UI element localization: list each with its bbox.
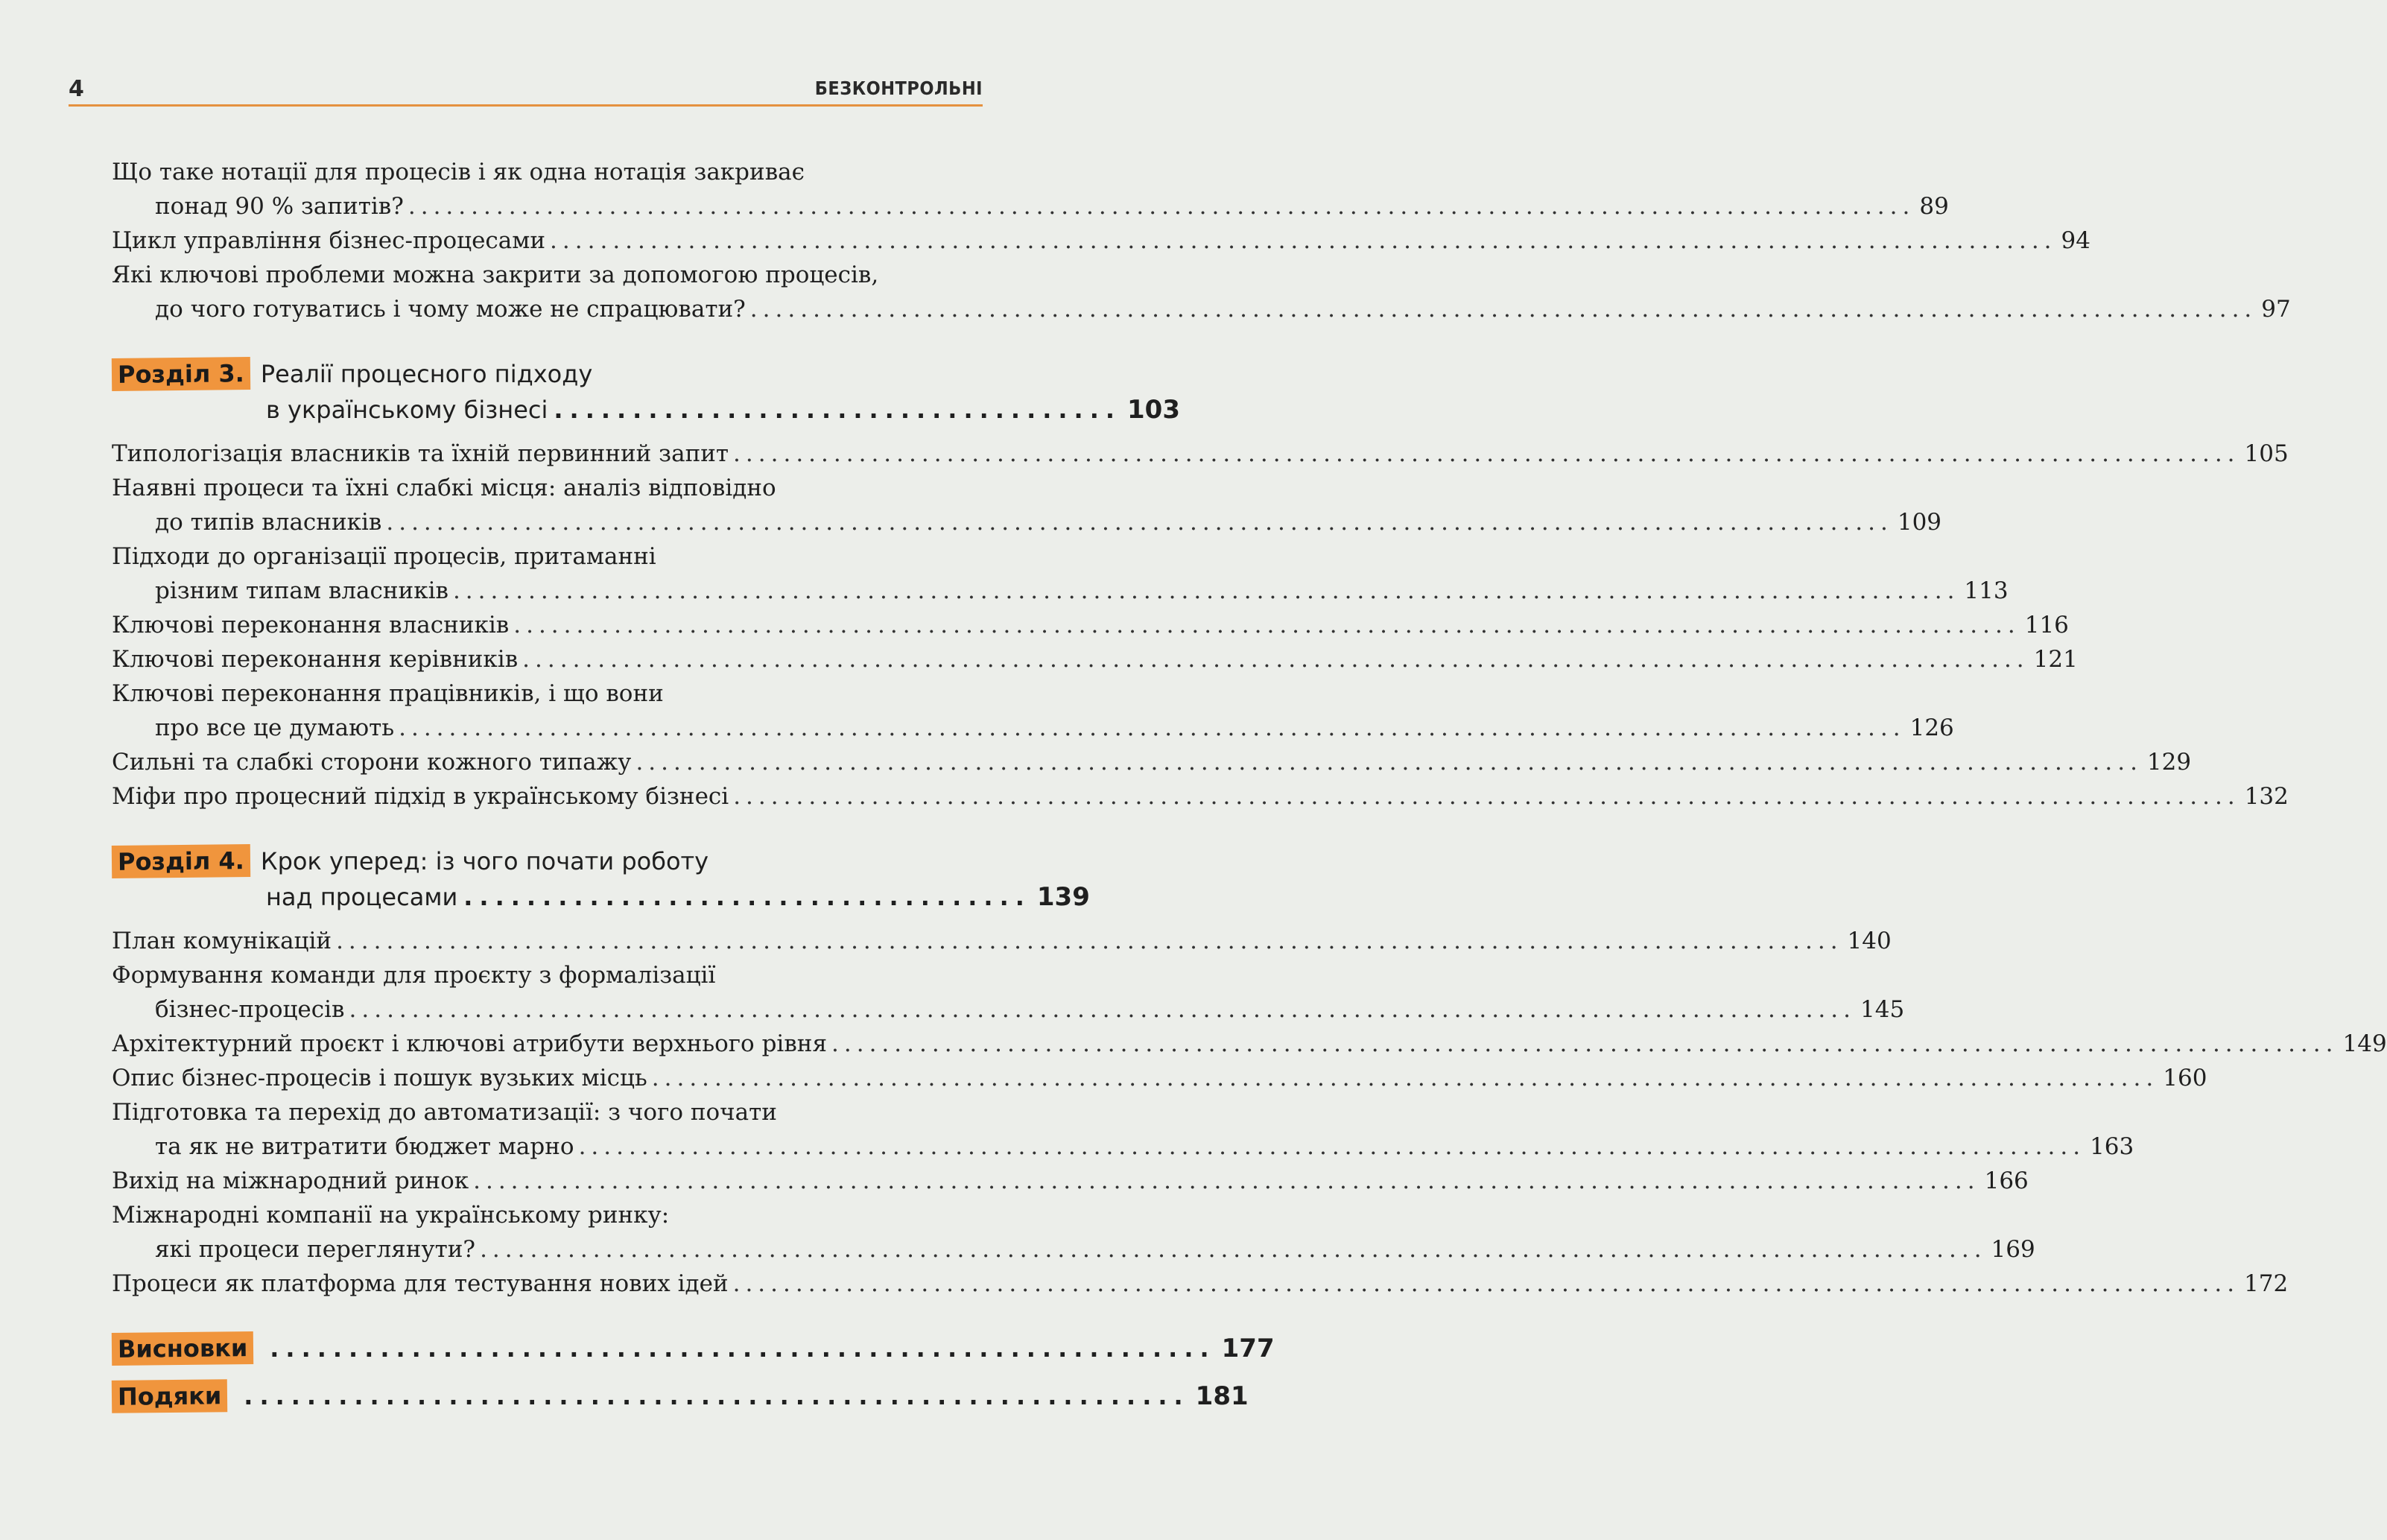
toc-entry-line (112, 1198, 983, 1232)
toc-entry-text: різним типам власників (155, 577, 448, 604)
toc-entry-line (112, 505, 1942, 539)
toc-entry-text: Вихід на міжнародний ринок (112, 1167, 469, 1194)
header-rule (69, 104, 983, 107)
toc-entry-text: Типологізація власників та їхній первинний запит (112, 440, 729, 467)
toc-entry-line (112, 1129, 2134, 1164)
toc-entry-line (112, 642, 2078, 676)
toc-entry-text: План комунікацій (112, 928, 332, 954)
toc-entry-text: Архітектурний проєкт і ключові атрибути верхнього рівня (112, 1030, 828, 1057)
toc-entry-page: 129 (2146, 749, 2192, 776)
toc-entry-text: до чого готуватись і чому може не спрацювати? (155, 296, 746, 323)
toc-entry-text: Міжнародні компанії на українському ринку: (112, 1202, 670, 1229)
toc-entry-line (112, 1027, 2387, 1061)
chapter-4-heading (112, 843, 1090, 915)
leader-dots: ........................................................................................................................ (399, 714, 1906, 741)
chapter-3-page: 103 (1127, 395, 1180, 425)
leader-dots: ........................................................................................................................ (349, 996, 1856, 1023)
toc-entry-page: 169 (1991, 1236, 2035, 1263)
toc-entry-text: Ключові переконання працівників, і що вони (112, 680, 664, 707)
leader-dots: .................................... (463, 883, 1031, 911)
toc-entry-page: 163 (2090, 1133, 2134, 1160)
page-header (69, 76, 983, 106)
toc-entry-line (112, 258, 983, 292)
toc-entry-page: 113 (1964, 577, 2009, 604)
leader-dots: ........................................................................................................................ (732, 1270, 2240, 1297)
toc-entry-page: 89 (1919, 193, 1949, 220)
toc-entry-page: 94 (2061, 227, 2090, 254)
toc-entry-text: Підготовка та перехід до автоматизації: з чого почати (112, 1099, 777, 1126)
toc-entry-line (112, 1267, 2289, 1301)
toc-entry-text: Ключові переконання керівників (112, 646, 519, 673)
toc-entry-line (112, 189, 1949, 224)
toc-entry-line (112, 539, 983, 574)
toc-entry-text: Цикл управління бізнес-процесами (112, 227, 546, 254)
toc-entry-line (112, 155, 983, 189)
toc-entry-text: Підходи до організації процесів, притаманні (112, 543, 656, 570)
toc-entry-page: 105 (2244, 440, 2289, 467)
toc-entry-text: Процеси як платформа для тестування нових ідей (112, 1270, 729, 1297)
toc-entry-text: Міфи про процесний підхід в українському бізнесі (112, 783, 729, 810)
toc-entry-page: 172 (2244, 1270, 2289, 1297)
toc-entry-line (112, 574, 2009, 608)
toc-entry-page: 126 (1909, 714, 1954, 741)
toc-entry-page: 97 (2261, 296, 2291, 323)
toc-entry-page: 140 (1847, 928, 1892, 954)
toc-entry-page: 166 (1984, 1167, 2029, 1194)
leader-dots: ........................................................................................................................ (386, 509, 1893, 536)
page-number: 4 (69, 76, 84, 102)
toc-entry-line (112, 711, 1954, 745)
table-of-contents (112, 155, 2387, 1414)
toc-entry-page: 160 (2163, 1065, 2207, 1091)
toc-section-chapter-4 (112, 924, 2387, 1301)
leader-dots: ............................................................ (270, 1334, 1216, 1363)
leader-dots: ........................................................................................................................ (522, 646, 2029, 673)
thanks-page: 181 (1195, 1381, 1249, 1411)
toc-entry-page: 121 (2033, 646, 2078, 673)
toc-entry-text: бізнес-процесів (155, 996, 345, 1023)
toc-entry-line (112, 1164, 2029, 1198)
conclusions-heading (112, 1331, 1275, 1366)
conclusions-page: 177 (1221, 1334, 1275, 1363)
toc-entry-text: які процеси переглянути? (155, 1236, 476, 1263)
leader-dots: ........................................................................................................................ (408, 193, 1915, 220)
toc-entry-line (112, 608, 2069, 642)
toc-entry-text: та як не витратити бюджет марно (155, 1133, 574, 1160)
toc-entry-text: про все це думають (155, 714, 395, 741)
chapter-4-tag: Розділ 4. (112, 844, 250, 878)
leader-dots: ........................................................................................................................ (749, 296, 2257, 323)
toc-entry-line (112, 471, 983, 505)
leader-dots: ........................................................................................................................ (578, 1133, 2086, 1160)
toc-entry-line (112, 779, 2289, 814)
leader-dots: ........................................................................................................................ (733, 783, 2240, 810)
toc-entry-text: Формування команди для проєкту з формалізації (112, 962, 716, 989)
toc-entry-text: Сильні та слабкі сторони кожного типажу (112, 749, 632, 776)
toc-entry-line (112, 745, 2192, 779)
toc-entry-text: до типів власників (155, 509, 382, 536)
toc-entry-line (112, 676, 983, 711)
toc-section-chapter-3 (112, 437, 2289, 814)
toc-entry-text: Які ключові проблеми можна закрити за допомогою процесів, (112, 262, 879, 288)
leader-dots: ........................................................................................................................ (651, 1065, 2159, 1091)
leader-dots: ............................................................ (244, 1382, 1190, 1410)
leader-dots: ........................................................................................................................ (635, 749, 2143, 776)
chapter-3-heading (112, 356, 1180, 428)
leader-dots: ........................................................................................................................ (550, 227, 2057, 254)
toc-entry-page: 116 (2024, 612, 2069, 639)
toc-entry-line (112, 1061, 2207, 1095)
toc-entry-text: Ключові переконання власників (112, 612, 510, 639)
chapter-3-tag: Розділ 3. (112, 357, 250, 391)
leader-dots: ........................................................................................................................ (513, 612, 2020, 639)
thanks-tag: Подяки (112, 1379, 228, 1413)
leader-dots: ........................................................................................................................ (336, 928, 1843, 954)
chapter-4-title-line1: Крок уперед: із чого почати роботу (260, 847, 709, 875)
chapter-3-title-line2: в українському бізнесі (266, 396, 548, 424)
toc-entry-page: 149 (2342, 1030, 2387, 1057)
toc-entry-line (112, 292, 2291, 326)
leader-dots: ........................................................................................................................ (831, 1030, 2339, 1057)
chapter-4-title-line2: над процесами (266, 883, 458, 911)
leader-dots: ........................................................................................................................ (473, 1167, 1980, 1194)
leader-dots: .................................... (554, 396, 1121, 424)
chapter-4-page: 139 (1036, 882, 1090, 912)
leader-dots: ........................................................................................................................ (480, 1236, 1987, 1263)
toc-entry-line (112, 992, 1905, 1027)
toc-entry-text: понад 90 % запитів? (155, 193, 404, 220)
toc-entry-page: 132 (2244, 783, 2289, 810)
toc-entry-text: Опис бізнес-процесів і пошук вузьких місць (112, 1065, 647, 1091)
toc-entry-page: 145 (1860, 996, 1905, 1023)
toc-entry-line (112, 924, 1892, 958)
toc-entry-line (112, 224, 2090, 258)
toc-entry-text: Що таке нотації для процесів і як одна нотація закриває (112, 159, 805, 186)
toc-entry-line (112, 437, 2289, 471)
leader-dots: ........................................................................................................................ (452, 577, 1960, 604)
toc-entry-line (112, 1232, 2035, 1267)
leader-dots: ........................................................................................................................ (733, 440, 2240, 467)
toc-section-top (112, 155, 2291, 326)
thanks-heading (112, 1378, 1249, 1414)
toc-entry-page: 109 (1897, 509, 1942, 536)
toc-entry-line (112, 958, 983, 992)
chapter-3-title-line1: Реалії процесного підходу (260, 360, 593, 388)
conclusions-tag: Висновки (112, 1331, 254, 1366)
toc-entry-line (112, 1095, 983, 1129)
toc-entry-text: Наявні процеси та їхні слабкі місця: аналіз відповідно (112, 475, 776, 501)
running-title: БЕЗКОНТРОЛЬНІ (814, 77, 983, 99)
